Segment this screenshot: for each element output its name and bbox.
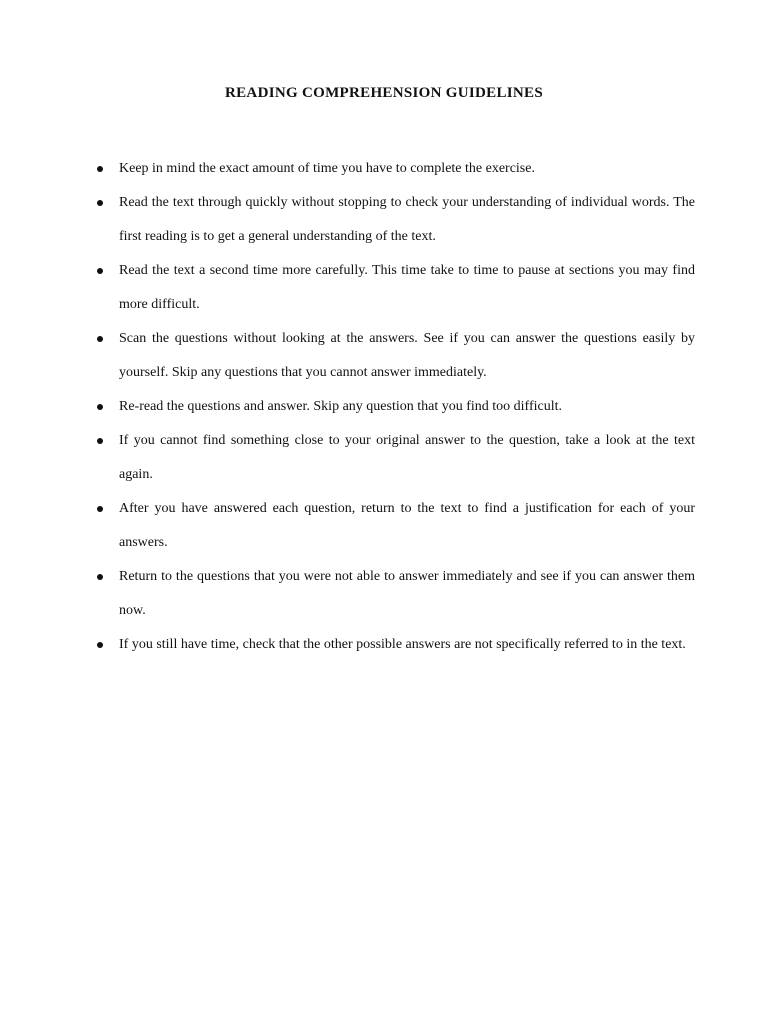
- guideline-item-8: [95, 560, 695, 628]
- guideline-text: Keep in mind the exact amount of time you have to complete the exercise.: [119, 161, 535, 176]
- guideline-text: Read the text through quickly without stopping to check your understanding of individual words. The first reading is to get a general understanding of the text.: [119, 195, 695, 244]
- page-title: READING COMPREHENSION GUIDELINES: [225, 85, 543, 101]
- guideline-item-3: [95, 254, 695, 322]
- guideline-item-9: [95, 628, 695, 662]
- guideline-item-4: [95, 322, 695, 390]
- guideline-item-7: [95, 492, 695, 560]
- guideline-item-1: [95, 152, 695, 186]
- bullet-dot-icon: [97, 166, 103, 172]
- bullet-dot-icon: [97, 506, 103, 512]
- guideline-item-6: [95, 424, 695, 492]
- guideline-text: Scan the questions without looking at the answers. See if you can answer the questions easily by yourself. Skip any questions that you cannot answer immediately.: [119, 331, 695, 380]
- guideline-text: Return to the questions that you were not able to answer immediately and see if you can answer them now.: [119, 569, 695, 618]
- bullet-dot-icon: [97, 642, 103, 648]
- bullet-dot-icon: [97, 404, 103, 410]
- bullet-dot-icon: [97, 438, 103, 444]
- guideline-text: After you have answered each question, return to the text to find a justification for each of your answers.: [119, 501, 695, 550]
- guideline-text: Re-read the questions and answer. Skip any question that you find too difficult.: [119, 399, 562, 414]
- bullet-dot-icon: [97, 336, 103, 342]
- bullet-dot-icon: [97, 200, 103, 206]
- guideline-text: If you still have time, check that the other possible answers are not specifically referred to in the text.: [119, 637, 686, 652]
- guideline-text: If you cannot find something close to your original answer to the question, take a look at the text again.: [119, 433, 695, 482]
- bullet-dot-icon: [97, 574, 103, 580]
- guideline-item-5: [95, 390, 695, 424]
- bullet-dot-icon: [97, 268, 103, 274]
- guidelines-list: [95, 152, 695, 662]
- guideline-text: Read the text a second time more carefully. This time take to time to pause at sections you may find more difficult.: [119, 263, 695, 312]
- guideline-item-2: [95, 186, 695, 254]
